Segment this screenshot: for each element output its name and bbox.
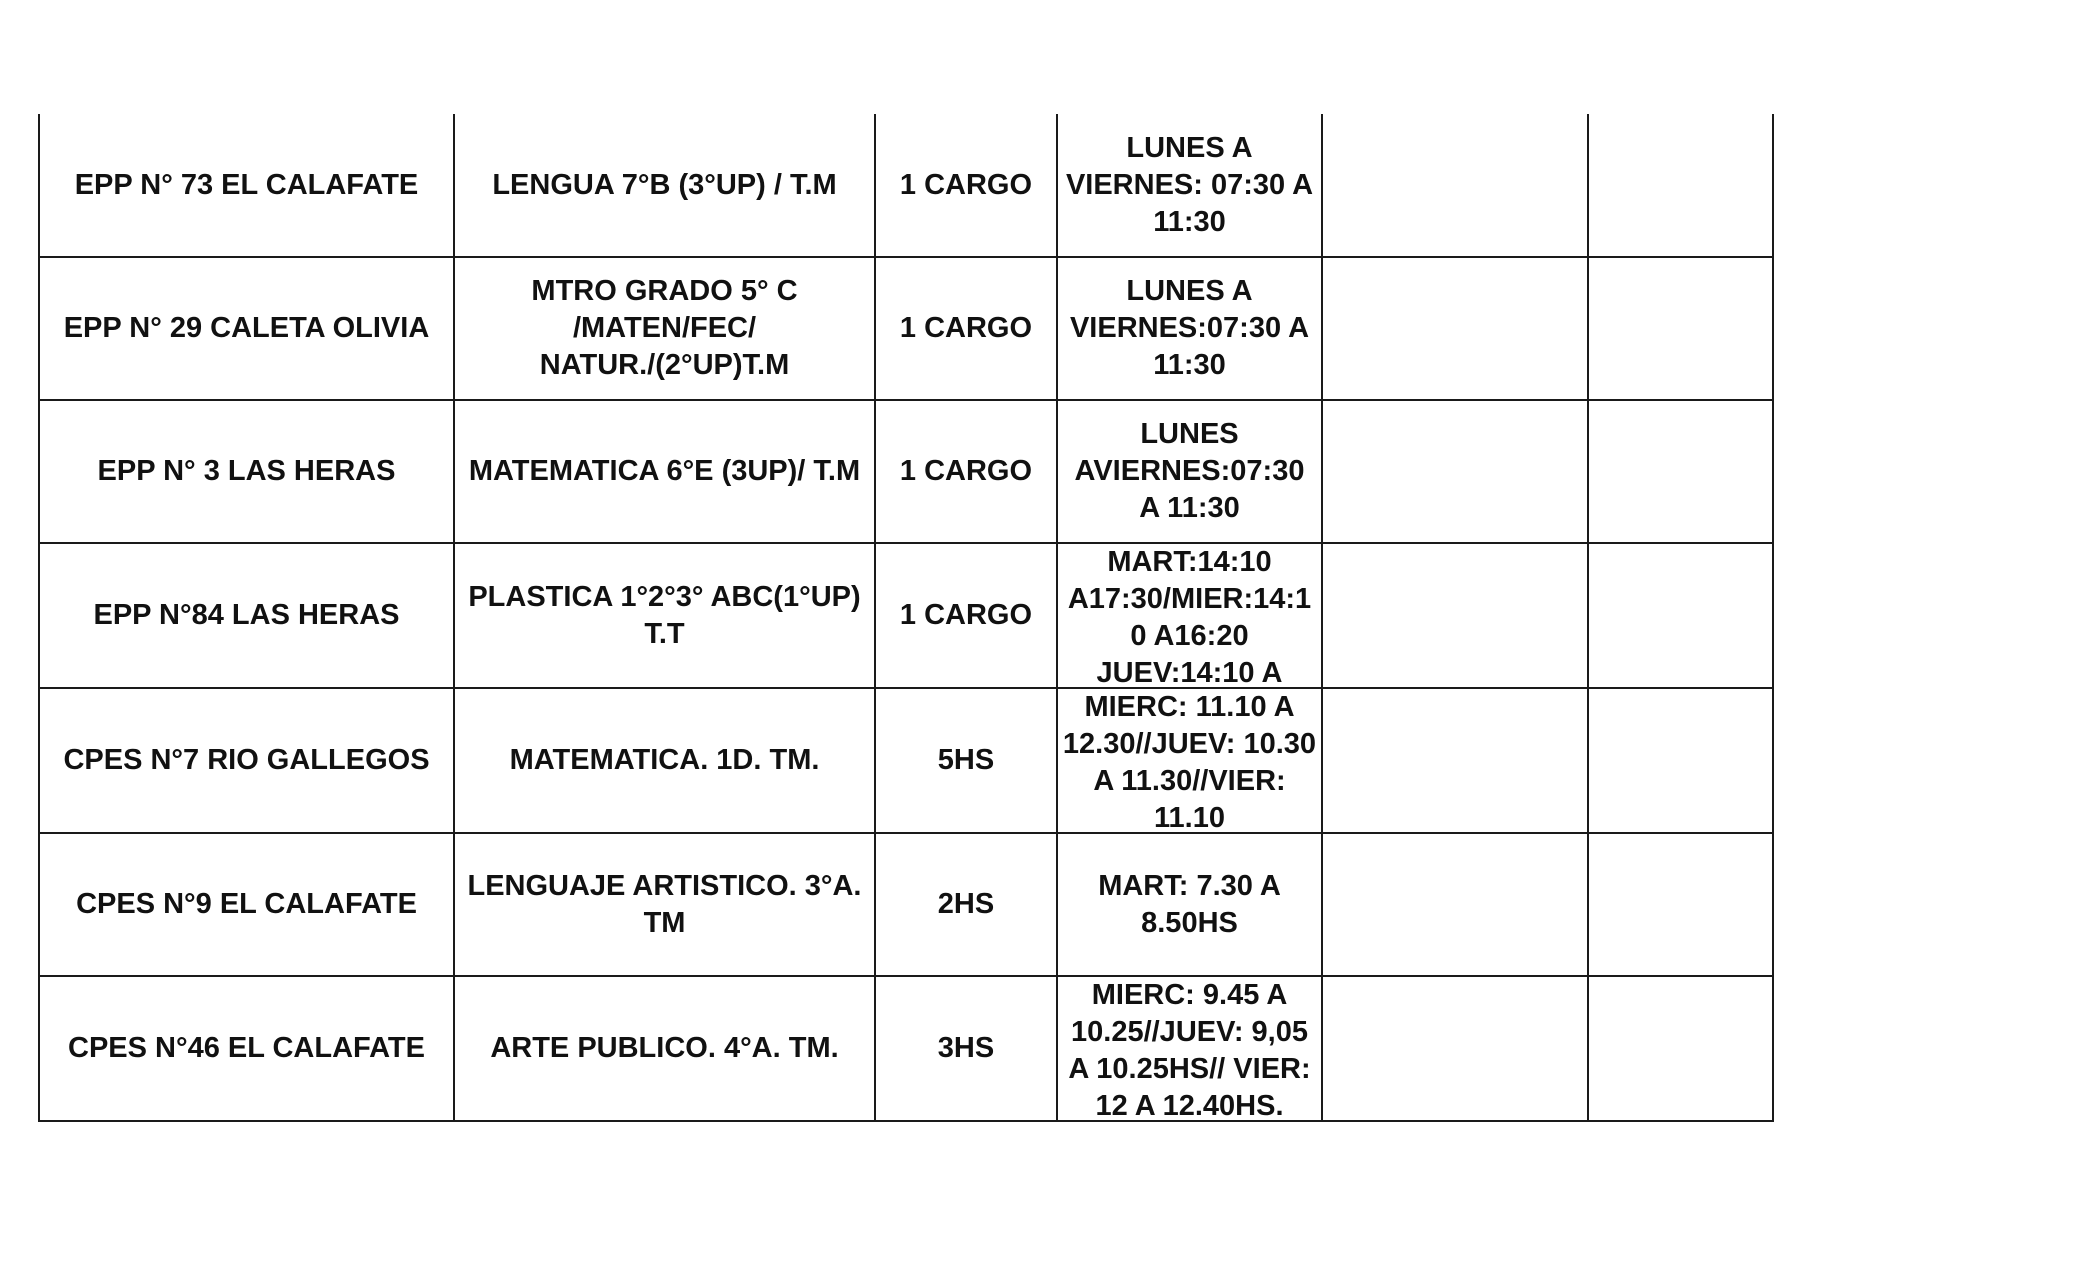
subject-cell-text: MATEMATICA. 1D. TM. xyxy=(509,744,820,776)
load-cell xyxy=(875,688,1057,833)
schedule-cell-text: LUNES A VIERNES:07:30 A 11:30 xyxy=(1069,275,1310,381)
school-cell xyxy=(39,257,454,400)
school-cell xyxy=(39,543,454,688)
load-cell-text: 1 CARGO xyxy=(899,455,1033,487)
load-cell xyxy=(875,833,1057,976)
subject-cell-text: MTRO GRADO 5° C /MATEN/FEC/ NATUR./(2°UP)T.M xyxy=(531,275,798,381)
school-cell-text: EPP N° 3 LAS HERAS xyxy=(97,455,396,487)
table-row xyxy=(39,688,1773,833)
subject-cell-text: MATEMATICA 6°E (3UP)/ T.M xyxy=(468,455,861,487)
empty-cell-2 xyxy=(1588,833,1773,976)
table-row xyxy=(39,976,1773,1121)
school-cell-text: CPES N°7 RIO GALLEGOS xyxy=(63,744,430,776)
schedule-cell-text: MART:14:10 A17:30/MIER:14:10 A16:20 JUEV:14:10 A xyxy=(1067,546,1312,687)
schedule-cell xyxy=(1057,833,1322,976)
subject-cell-text: LENGUAJE ARTISTICO. 3°A. TM xyxy=(467,869,862,939)
empty-cell-2 xyxy=(1588,400,1773,543)
table-row xyxy=(39,257,1773,400)
subject-cell xyxy=(454,114,875,257)
subject-cell xyxy=(454,833,875,976)
empty-cell-1 xyxy=(1322,114,1588,257)
load-cell xyxy=(875,543,1057,688)
schedule-cell xyxy=(1057,400,1322,543)
table-row xyxy=(39,543,1773,688)
empty-cell-2 xyxy=(1588,114,1773,257)
schedule-cell xyxy=(1057,688,1322,833)
schedule-cell-text: MIERC: 9.45 A 10.25//JUEV: 9,05 A 10.25HS// VIER: 12 A 12.40HS. xyxy=(1068,979,1311,1120)
subject-cell-text: LENGUA 7°B (3°UP) / T.M xyxy=(492,168,837,201)
school-cell xyxy=(39,400,454,543)
table-row xyxy=(39,114,1773,257)
load-cell xyxy=(875,114,1057,257)
school-cell-text: EPP N°84 LAS HERAS xyxy=(93,599,400,631)
load-cell-text: 1 CARGO xyxy=(899,168,1033,201)
empty-cell-1 xyxy=(1322,688,1588,833)
load-cell-text: 3HS xyxy=(937,1032,995,1064)
empty-cell-1 xyxy=(1322,976,1588,1121)
table-row xyxy=(39,833,1773,976)
schedule-cell xyxy=(1057,114,1322,257)
empty-cell-2 xyxy=(1588,257,1773,400)
schedule-cell xyxy=(1057,976,1322,1121)
subject-cell xyxy=(454,976,875,1121)
empty-cell-2 xyxy=(1588,688,1773,833)
load-cell-text: 1 CARGO xyxy=(899,599,1033,631)
school-cell-text: CPES N°46 EL CALAFATE xyxy=(68,1032,425,1064)
load-cell-text: 2HS xyxy=(937,888,995,920)
schedule-cell-text: MART: 7.30 A 8.50HS xyxy=(1098,869,1281,939)
school-cell xyxy=(39,976,454,1121)
empty-cell-1 xyxy=(1322,833,1588,976)
empty-cell-2 xyxy=(1588,976,1773,1121)
school-cell-text: EPP N° 29 CALETA OLIVIA xyxy=(63,312,430,344)
subject-cell xyxy=(454,543,875,688)
load-cell-text: 1 CARGO xyxy=(899,312,1033,344)
subject-cell xyxy=(454,257,875,400)
school-cell xyxy=(39,114,454,257)
load-cell xyxy=(875,976,1057,1121)
schedule-cell-text: MIERC: 11.10 A 12.30//JUEV: 10.30 A 11.30//VIER: 11.10 xyxy=(1062,691,1317,832)
empty-cell-1 xyxy=(1322,543,1588,688)
schedule-cell-text: LUNES AVIERNES:07:30 A 11:30 xyxy=(1074,418,1305,524)
schedule-table-body xyxy=(39,114,1773,1121)
load-cell-text: 5HS xyxy=(937,744,995,776)
school-cell-text: EPP N° 73 EL CALAFATE xyxy=(74,168,419,201)
empty-cell-1 xyxy=(1322,257,1588,400)
schedule-cell xyxy=(1057,257,1322,400)
school-cell xyxy=(39,833,454,976)
school-cell xyxy=(39,688,454,833)
load-cell xyxy=(875,257,1057,400)
schedule-cell-text: LUNES A VIERNES: 07:30 A 11:30 xyxy=(1065,131,1314,238)
schedule-table xyxy=(38,114,1774,1122)
table-row xyxy=(39,400,1773,543)
schedule-cell xyxy=(1057,543,1322,688)
empty-cell-1 xyxy=(1322,400,1588,543)
subject-cell xyxy=(454,400,875,543)
load-cell xyxy=(875,400,1057,543)
school-cell-text: CPES N°9 EL CALAFATE xyxy=(76,888,417,920)
subject-cell-text: ARTE PUBLICO. 4°A. TM. xyxy=(490,1032,839,1064)
subject-cell-text: PLASTICA 1°2°3° ABC(1°UP) T.T xyxy=(468,580,861,650)
subject-cell xyxy=(454,688,875,833)
empty-cell-2 xyxy=(1588,543,1773,688)
